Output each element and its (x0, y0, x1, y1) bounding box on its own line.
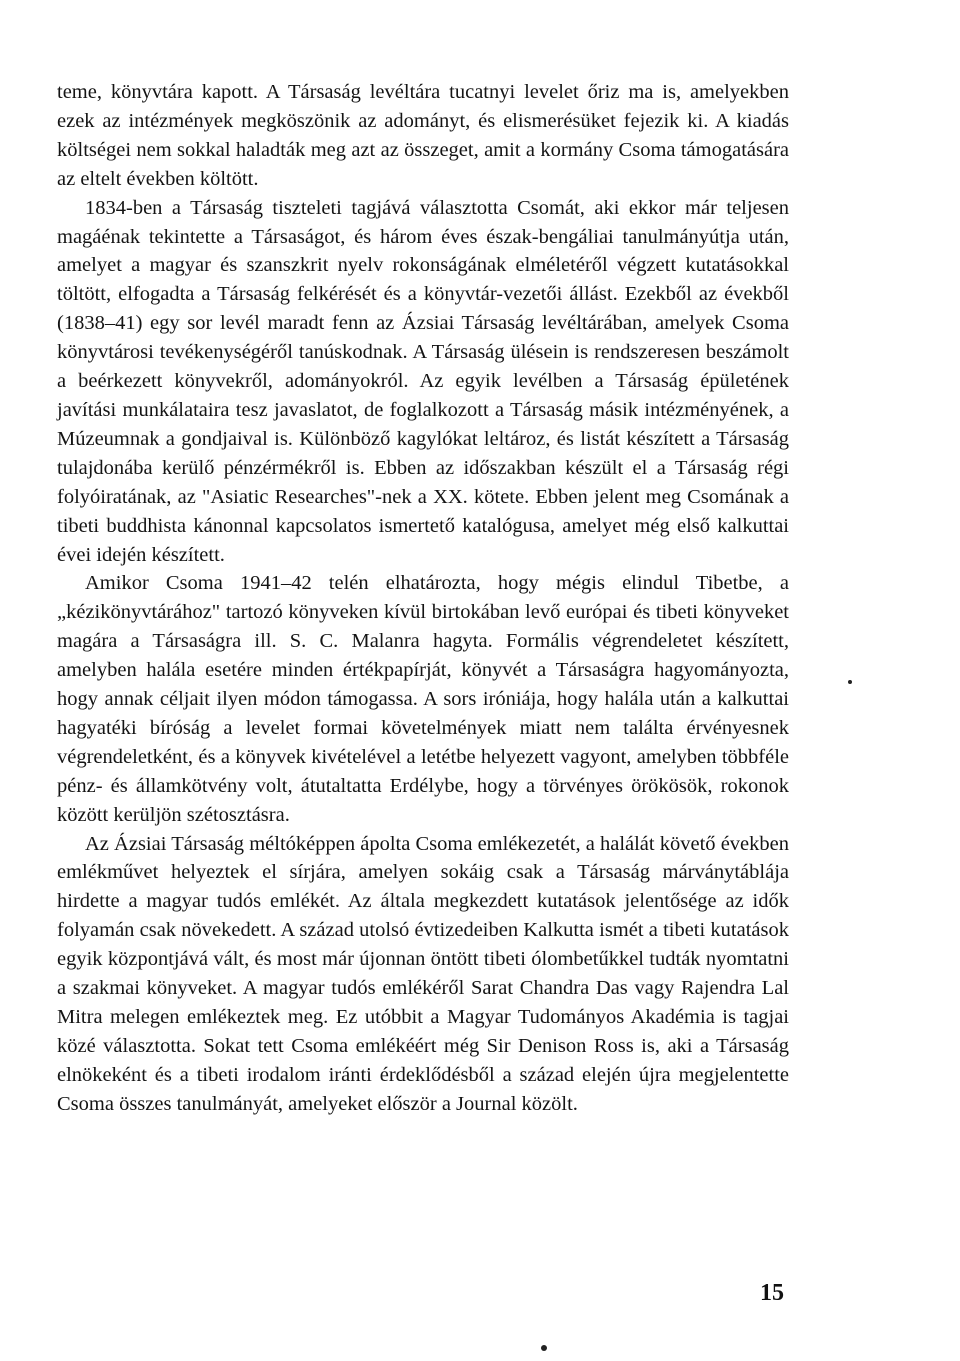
paragraph-1: teme, könyvtára kapott. A Társaság levéltára tucatnyi levelet őriz ma is, amelyekben ezek az intézmények megköszönik az adományt, és elismerésüket fejezik ki. A kiadás költségei nem sokkal haladták meg azt az összeget, amit a kormány Csoma támogatására az eltelt években költött. (57, 81, 789, 190)
page-number: 15 (760, 1280, 784, 1306)
paragraph-3: Amikor Csoma 1941–42 telén elhatározta, hogy mégis elindul Tibetbe, a „kézikönyvtárához" tartozó könyveken kívül birtokában levő európai és tibeti könyveket magára a Társaságra ill. S. C. Malanra hagyta. Formális végrendeletet készített, amelyben halála esetére minden értékpapírját, könyvét a Társaságra hagyományozta, hogy annak céljait ilyen módon támogassa. A sors iróniája, hogy halála után a kalkuttai hagyatéki bíróság a levelet formai követelmények miatt nem találta érvényesnek végrendeletként, és a könyvek kivételével a letétbe helyezett vagyont, amelyben többféle pénz- és államkötvény volt, átutaltatta Erdélybe, hogy a törvényes örökösök, rokonok között kerüljön szétosztásra. (57, 572, 789, 826)
scan-speck (848, 680, 852, 684)
paragraph-2: 1834-ben a Társaság tiszteleti tagjává választotta Csomát, aki ekkor már teljesen magáénak tekintette a Társaságot, és három éves észak-bengáliai tanulmányútja után, amelyet a magyar és szanszkrit nyelv rokonságának elméletéről végzett kutatásokkal töltött, elfogadta a Társaság felkérését és a könyvtár-vezetői állást. Ezekből az évekből (1838–41) egy sor levél maradt fenn az Ázsiai Társaság levéltárában, amelyek Csoma könyvtárosi tevékenységéről tanúskodnak. A Társaság ülésein is rendszeresen beszámolt a beérkezett könyvekről, adományokról. Az egyik levélben a Társaság épületének javítási munkálataira tesz javaslatot, de foglalkozott a Társaság másik intézményének, a Múzeumnak a gondjaival is. Különböző kagylókat leltároz, és listát készített a Társaság tulajdonába kerülő pénzérmékről is. Ebben az időszakban készült el a Társaság régi folyóiratának, az "Asiatic Researches"-nek a XX. kötete. Ebben jelent meg Csomának a tibeti buddhista kánonnal kapcsolatos ismertető katalógusa, amelyet még első kalkuttai évei idején készített. (57, 196, 789, 566)
scan-speck (541, 1345, 547, 1351)
paragraph-4: Az Ázsiai Társaság méltóképpen ápolta Csoma emlékezetét, a halálát követő években emlékművet helyeztek el sírjára, amelyen sokáig csak a Társaság márványtáblája hirdette a magyar tudós emlékét. Az általa megkezdett kutatások jelentősége az idők folyamán csak növekedett. A század utolsó évtizedeiben Kalkutta ismét a tibeti kutatások egyik központjává vált, és most már újonnan öntött tibeti ólombetűkkel tudták nyomtatni a szakmai könyveket. A magyar tudós emlékéről Sarat Chandra Das vagy Rajendra Lal Mitra melegen emlékeztek meg. Ez utóbbit a Magyar Tudományos Akadémia is tagjai közé választotta. Sokat tett Csoma emlékéért még Sir Denison Ross is, aki a Társaság elnökeként és a tibeti irodalom iránti érdeklődésből a század elején újra megjelentette Csoma összes tanulmányát, amelyeket először a Journal közölt. (57, 832, 789, 1115)
body-text (57, 78, 789, 1119)
